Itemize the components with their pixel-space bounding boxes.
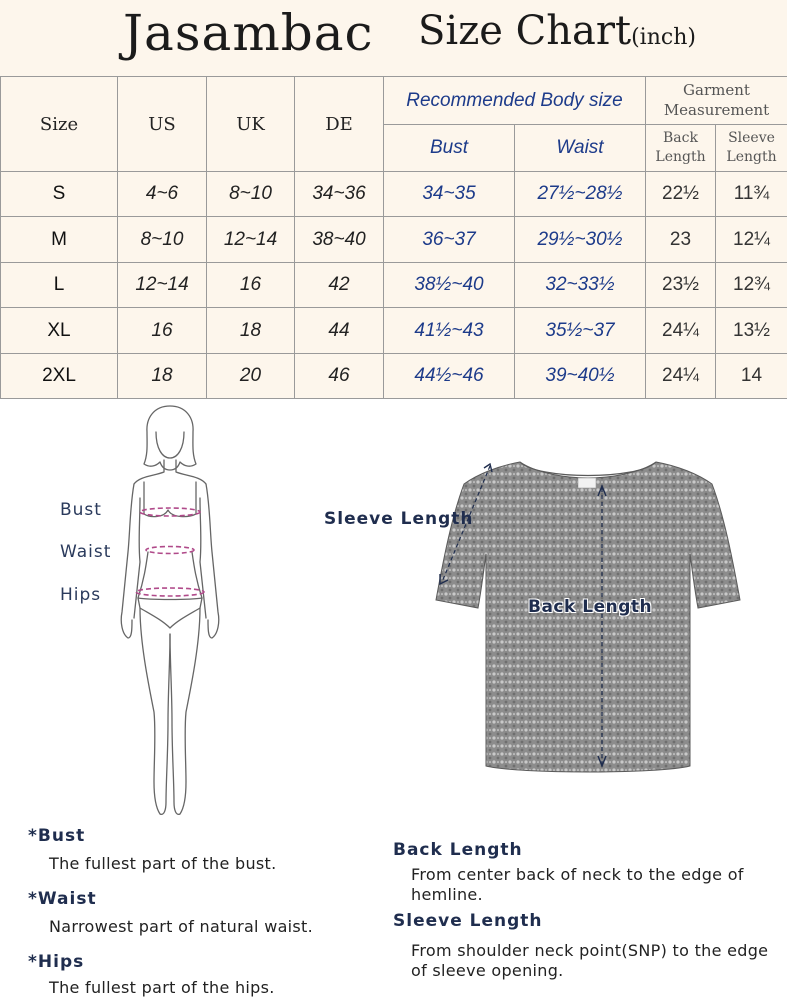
cell-back-length: 23½ [646,263,716,308]
def-bust-text: The fullest part of the bust. [49,854,277,873]
cell-back-length: 22½ [646,172,716,217]
cell-us: 16 [118,308,207,354]
cell-uk: 12~14 [207,217,295,263]
cell-bust: 36~37 [384,217,515,263]
cell-uk: 20 [207,354,295,399]
label-hips: Hips [60,585,102,605]
header-bust: Bust [384,125,515,172]
size-table [0,76,787,399]
cell-waist: 27½~28½ [515,172,646,217]
cell-size: XL [1,308,118,354]
def-waist-title: *Waist [28,889,97,909]
cell-uk: 8~10 [207,172,295,217]
header-uk: UK [207,77,295,172]
cell-back-length: 24¼ [646,354,716,399]
table-row [1,172,787,217]
cell-bust: 34~35 [384,172,515,217]
cell-uk: 16 [207,263,295,308]
cell-bust: 41½~43 [384,308,515,354]
cell-de: 46 [295,354,384,399]
cell-back-length: 23 [646,217,716,263]
cell-waist: 39~40½ [515,354,646,399]
cell-waist: 35½~37 [515,308,646,354]
cell-us: 12~14 [118,263,207,308]
table-row [1,263,787,308]
header-waist: Waist [515,125,646,172]
cell-uk: 18 [207,308,295,354]
cell-bust: 38½~40 [384,263,515,308]
cell-de: 34~36 [295,172,384,217]
def-back-length-title: Back Length [393,840,523,860]
header-sleeve-length: Sleeve Length [716,125,787,172]
table-row [1,308,787,354]
chart-title [418,8,696,54]
def-hips-text: The fullest part of the hips. [49,978,275,997]
label-sleeve-length: Sleeve Length [324,509,474,529]
chart-title-unit: (inch) [631,25,696,50]
header-garment-measurement: Garment Measurement [646,77,787,125]
cell-size: L [1,263,118,308]
label-waist: Waist [60,542,112,562]
cell-bust: 44½~46 [384,354,515,399]
cell-sleeve-length: 11¾ [716,172,787,217]
cell-back-length: 24¼ [646,308,716,354]
header-us: US [118,77,207,172]
cell-sleeve-length: 14 [716,354,787,399]
def-hips-title: *Hips [28,952,85,972]
table-row [1,354,787,399]
def-sleeve-length-text: From shoulder neck point(SNP) to the edge of sleeve opening. [411,941,769,980]
cell-size: M [1,217,118,263]
def-sleeve-length-title: Sleeve Length [393,911,543,931]
header-recommended-body-size: Recommended Body size [384,77,646,125]
cell-us: 18 [118,354,207,399]
cell-sleeve-length: 12¼ [716,217,787,263]
def-bust-title: *Bust [28,826,86,846]
body-outline-figure [110,402,230,822]
cell-de: 38~40 [295,217,384,263]
table-row [1,217,787,263]
cell-waist: 29½~30½ [515,217,646,263]
header-size: Size [1,77,118,172]
cell-us: 4~6 [118,172,207,217]
label-bust: Bust [60,500,102,520]
def-back-length-text: From center back of neck to the edge of hemline. [411,865,744,904]
label-back-length: Back Length [528,597,653,617]
cell-size: 2XL [1,354,118,399]
cell-de: 44 [295,308,384,354]
cell-size: S [1,172,118,217]
chart-title-text: Size Chart [418,8,632,54]
header-back-length: Back Length [646,125,716,172]
header-banner [0,0,787,77]
def-waist-text: Narrowest part of natural waist. [49,917,314,936]
cell-sleeve-length: 13½ [716,308,787,354]
cell-waist: 32~33½ [515,263,646,308]
cell-de: 42 [295,263,384,308]
cell-us: 8~10 [118,217,207,263]
brand-name: Jasambac [123,4,374,62]
header-de: DE [295,77,384,172]
cell-sleeve-length: 12¾ [716,263,787,308]
